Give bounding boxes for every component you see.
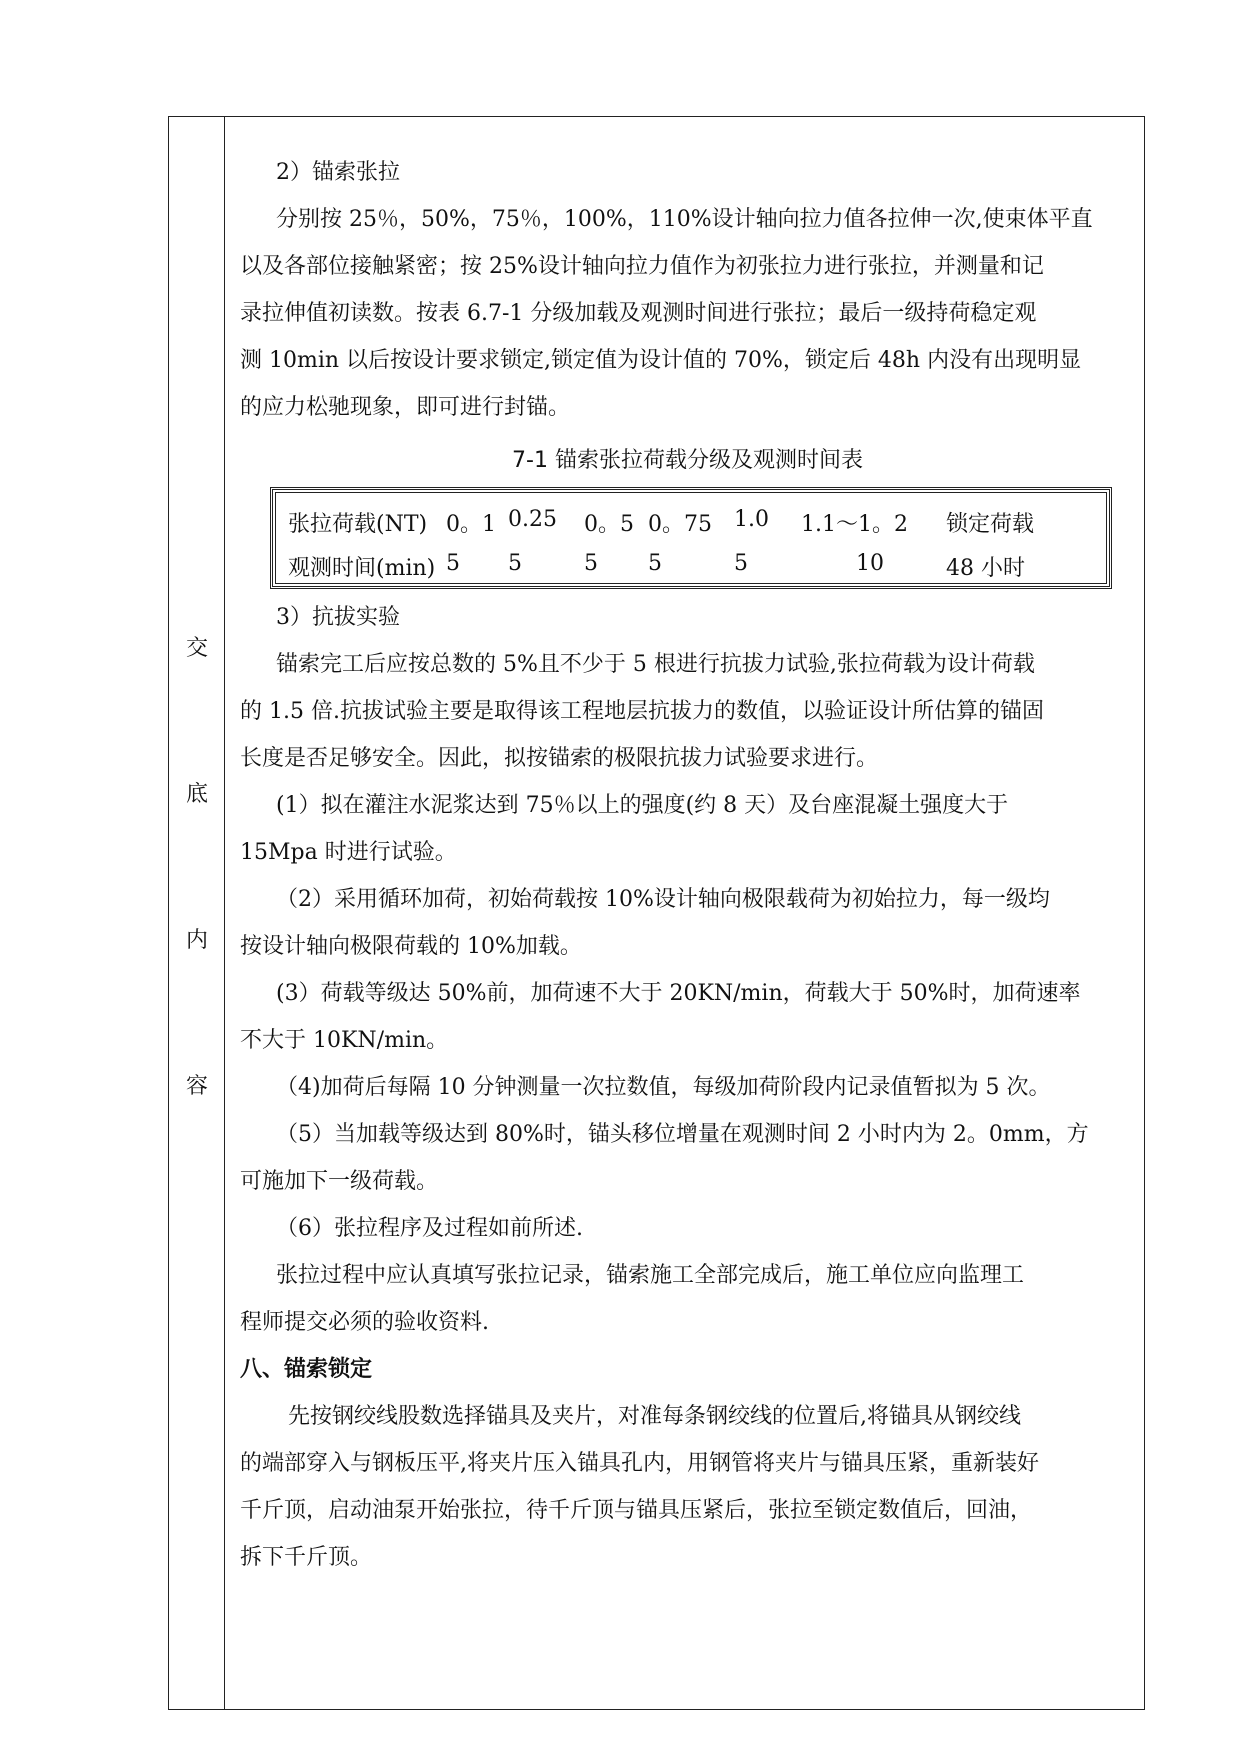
- table-cell: 0。75: [648, 512, 712, 537]
- load-grading-table: [270, 487, 1112, 589]
- side-label-char: 容: [185, 1074, 208, 1099]
- table-cell: 锁定荷载: [946, 512, 1035, 537]
- side-label-char: 内: [185, 928, 208, 953]
- paragraph-line: 15Mpa 时进行试验。: [240, 840, 457, 865]
- paragraph-line: 分别按 25％，50%，75％，100%，110%设计轴向拉力值各拉伸一次,使束体平直: [276, 207, 1093, 232]
- paragraph-line: 的 1.5 倍.抗拔试验主要是取得该工程地层抗拔力的数值，以验证设计所估算的锚固: [240, 699, 1044, 724]
- paragraph-line: 张拉过程中应认真填写张拉记录，锚索施工全部完成后，施工单位应向监理工: [276, 1263, 1025, 1288]
- paragraph-line: 千斤顶，启动油泵开始张拉，待千斤顶与锚具压紧后，张拉至锁定数值后，回油，: [240, 1498, 1033, 1523]
- paragraph-line: 不大于 10KN/min。: [240, 1028, 449, 1053]
- section-heading-anchor-locking: 八、锚索锁定: [240, 1357, 373, 1382]
- paragraph-line: （6）张拉程序及过程如前所述.: [276, 1216, 583, 1241]
- side-label-char: 底: [185, 782, 208, 807]
- paragraph-line: 按设计轴向极限荷载的 10%加载。: [240, 934, 582, 959]
- table-cell: 0。5: [584, 512, 634, 537]
- paragraph-line: （4)加荷后每隔 10 分钟测量一次拉数值，每级加荷阶段内记录值暂拟为 5 次。: [276, 1075, 1051, 1100]
- table-cell: 5: [508, 551, 522, 576]
- paragraph-line: （5）当加载等级达到 80%时，锚头移位增量在观测时间 2 小时内为 2。0mm，方: [276, 1122, 1089, 1147]
- paragraph-line: 的端部穿入与钢板压平,将夹片压入锚具孔内，用钢管将夹片与锚具压紧，重新装好: [240, 1451, 1039, 1476]
- table-cell: 5: [446, 551, 460, 576]
- table-cell: 10: [856, 551, 884, 576]
- table-cell: 1.1～1。2: [801, 512, 908, 537]
- table-cell: 5: [584, 551, 598, 576]
- paragraph-line: 录拉伸值初读数。按表 6.7-1 分级加载及观测时间进行张拉；最后一级持荷稳定观: [240, 301, 1037, 326]
- paragraph-line: 锚索完工后应按总数的 5%且不少于 5 根进行抗拔力试验,张拉荷载为设计荷载: [276, 652, 1035, 677]
- paragraph-line: (1）拟在灌注水泥浆达到 75％以上的强度(约 8 天）及台座混凝土强度大于: [276, 793, 1009, 818]
- table-cell: 0。1: [446, 512, 496, 537]
- paragraph-line: 先按钢绞线股数选择锚具及夹片，对准每条钢绞线的位置后,将锚具从钢绞线: [288, 1404, 1021, 1429]
- table-cell: 48 小时: [946, 556, 1025, 581]
- paragraph-line: 程师提交必须的验收资料.: [240, 1310, 489, 1335]
- table-row-header: 观测时间(min): [288, 556, 436, 581]
- side-label-char: 交: [185, 636, 208, 661]
- paragraph-line: 可施加下一级荷载。: [240, 1169, 439, 1194]
- table-cell: 0.25: [508, 507, 557, 532]
- paragraph-line: 测 10min 以后按设计要求锁定,锁定值为设计值的 70%，锁定后 48h 内没有出现明显: [240, 348, 1082, 373]
- subheading-pullout-test: 3）抗拔实验: [276, 605, 400, 630]
- table-row-header: 张拉荷载(NT): [288, 512, 428, 537]
- table-cell: 1.0: [734, 507, 769, 532]
- table-cell: 5: [648, 551, 662, 576]
- paragraph-line: 拆下千斤顶。: [240, 1545, 373, 1570]
- paragraph-line: 的应力松驰现象，即可进行封锚。: [240, 395, 571, 420]
- disclosure-form-frame: [168, 116, 1145, 1710]
- paragraph-line: (3）荷载等级达 50%前，加荷速不大于 20KN/min，荷载大于 50%时，加荷速率: [276, 981, 1081, 1006]
- paragraph-line: （2）采用循环加荷，初始荷载按 10%设计轴向极限载荷为初始拉力，每一级均: [276, 887, 1050, 912]
- paragraph-line: 长度是否足够安全。因此，拟按锚索的极限抗拔力试验要求进行。: [240, 746, 879, 771]
- table-cell: 5: [734, 551, 748, 576]
- paragraph-line: 以及各部位接触紧密；按 25%设计轴向拉力值作为初张拉力进行张拉，并测量和记: [240, 254, 1044, 279]
- table-caption: 7-1 锚索张拉荷载分级及观测时间表: [512, 448, 863, 473]
- side-label-column: [169, 117, 225, 1709]
- subheading-tensioning: 2）锚索张拉: [276, 160, 400, 185]
